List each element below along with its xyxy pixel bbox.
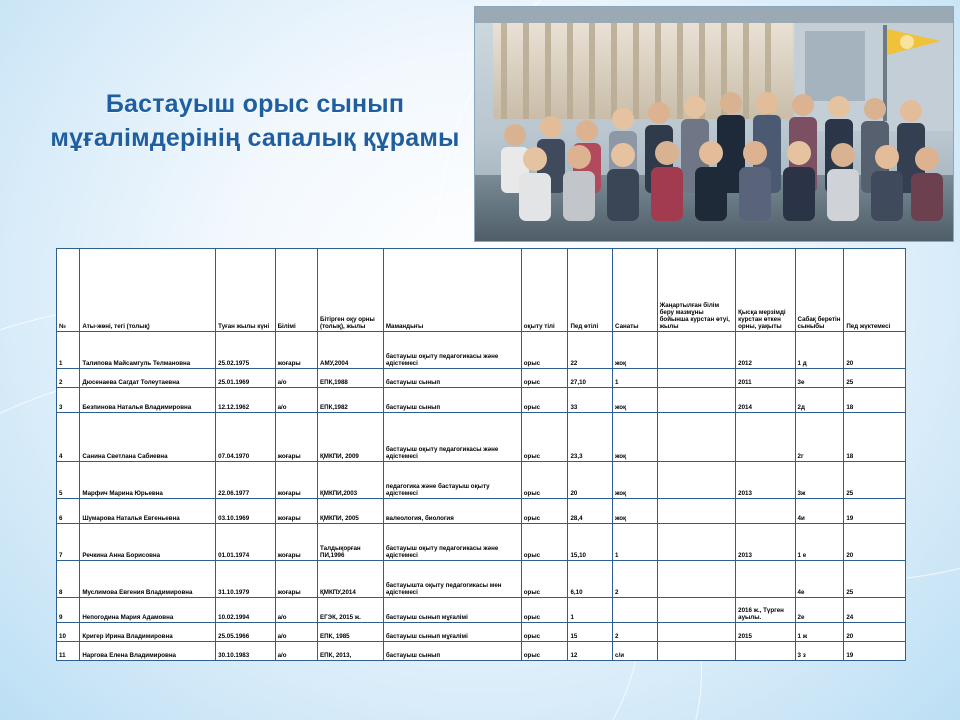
cell-language: орыс bbox=[521, 561, 568, 598]
cell-load: 18 bbox=[844, 388, 906, 413]
cell-no: 10 bbox=[57, 623, 80, 642]
cell-load: 18 bbox=[844, 413, 906, 462]
cell-specialty: бастауыш сынып bbox=[383, 388, 521, 413]
table-row bbox=[57, 499, 906, 524]
cell-experience: 12 bbox=[568, 642, 613, 661]
cell-education: а/о bbox=[275, 388, 317, 413]
cell-specialty: педагогика және бастауыш оқыту әдістемесі bbox=[383, 462, 521, 499]
cell-school: АМУ,2004 bbox=[318, 332, 384, 369]
cell-load: 20 bbox=[844, 524, 906, 561]
cell-class: 2д bbox=[795, 388, 844, 413]
cell-updated-courses bbox=[657, 369, 736, 388]
cell-birth: 10.02.1994 bbox=[216, 598, 275, 623]
cell-category: 1 bbox=[613, 369, 658, 388]
cell-experience: 1 bbox=[568, 598, 613, 623]
cell-language: орыс bbox=[521, 369, 568, 388]
cell-no: 6 bbox=[57, 499, 80, 524]
cell-education: а/о bbox=[275, 623, 317, 642]
cell-category: 2 bbox=[613, 561, 658, 598]
cell-class: 3е bbox=[795, 369, 844, 388]
cell-load: 19 bbox=[844, 642, 906, 661]
cell-language: орыс bbox=[521, 332, 568, 369]
table-row bbox=[57, 413, 906, 462]
cell-updated-courses bbox=[657, 623, 736, 642]
cell-category: жоқ bbox=[613, 413, 658, 462]
header-language: оқыту тілі bbox=[521, 249, 568, 332]
cell-school: Талдықорған ПИ,1996 bbox=[318, 524, 384, 561]
group-photo bbox=[474, 6, 954, 242]
cell-short-courses: 2016 ж., Түрген ауылы. bbox=[736, 598, 795, 623]
cell-updated-courses bbox=[657, 462, 736, 499]
cell-name: Речкина Анна Борисовна bbox=[80, 524, 216, 561]
cell-class: 4и bbox=[795, 499, 844, 524]
cell-updated-courses bbox=[657, 388, 736, 413]
cell-class: 1 д bbox=[795, 332, 844, 369]
cell-school: ЕПК, 1985 bbox=[318, 623, 384, 642]
cell-birth: 25.05.1966 bbox=[216, 623, 275, 642]
cell-no: 2 bbox=[57, 369, 80, 388]
cell-school: ҚМКПУ,2014 bbox=[318, 561, 384, 598]
cell-short-courses: 2013 bbox=[736, 462, 795, 499]
cell-short-courses bbox=[736, 413, 795, 462]
table-row bbox=[57, 388, 906, 413]
cell-language: орыс bbox=[521, 598, 568, 623]
cell-load: 20 bbox=[844, 623, 906, 642]
cell-birth: 30.10.1983 bbox=[216, 642, 275, 661]
cell-language: орыс bbox=[521, 623, 568, 642]
cell-language: орыс bbox=[521, 642, 568, 661]
cell-load: 20 bbox=[844, 332, 906, 369]
table-row bbox=[57, 462, 906, 499]
cell-class: 3 з bbox=[795, 642, 844, 661]
table-row bbox=[57, 332, 906, 369]
cell-updated-courses bbox=[657, 642, 736, 661]
cell-category bbox=[613, 598, 658, 623]
cell-category: жоқ bbox=[613, 499, 658, 524]
header-birth: Туған жылы күні bbox=[216, 249, 275, 332]
cell-education: жоғары bbox=[275, 462, 317, 499]
header-name: Аты-жөні, тегі (толық) bbox=[80, 249, 216, 332]
cell-updated-courses bbox=[657, 499, 736, 524]
cell-category: 1 bbox=[613, 524, 658, 561]
cell-experience: 15 bbox=[568, 623, 613, 642]
cell-category: жоқ bbox=[613, 332, 658, 369]
header-no: № bbox=[57, 249, 80, 332]
cell-birth: 25.02.1975 bbox=[216, 332, 275, 369]
cell-language: орыс bbox=[521, 388, 568, 413]
cell-language: орыс bbox=[521, 499, 568, 524]
cell-load: 24 bbox=[844, 598, 906, 623]
table-row bbox=[57, 369, 906, 388]
cell-no: 11 bbox=[57, 642, 80, 661]
cell-updated-courses bbox=[657, 598, 736, 623]
table-row bbox=[57, 623, 906, 642]
header-education: Білімі bbox=[275, 249, 317, 332]
header-category: Санаты bbox=[613, 249, 658, 332]
cell-education: жоғары bbox=[275, 332, 317, 369]
cell-school: ЕГЭК, 2015 ж. bbox=[318, 598, 384, 623]
header-short-courses: Қысқа мерзімді курстан өткен орны, уақыты bbox=[736, 249, 795, 332]
cell-name: Кригер Ирина Владимировна bbox=[80, 623, 216, 642]
cell-updated-courses bbox=[657, 561, 736, 598]
cell-specialty: бастауыш сынып мұғалімі bbox=[383, 623, 521, 642]
cell-short-courses: 2014 bbox=[736, 388, 795, 413]
cell-birth: 31.10.1979 bbox=[216, 561, 275, 598]
cell-birth: 01.01.1974 bbox=[216, 524, 275, 561]
table-row bbox=[57, 524, 906, 561]
cell-category: жоқ bbox=[613, 388, 658, 413]
cell-short-courses bbox=[736, 561, 795, 598]
cell-no: 1 bbox=[57, 332, 80, 369]
cell-short-courses: 2012 bbox=[736, 332, 795, 369]
cell-load: 25 bbox=[844, 561, 906, 598]
qualification-table-wrapper bbox=[56, 248, 906, 661]
cell-education: а/о bbox=[275, 369, 317, 388]
cell-specialty: бастауыш оқыту педагогикасы және әдістемесі bbox=[383, 413, 521, 462]
table-row bbox=[57, 561, 906, 598]
cell-no: 3 bbox=[57, 388, 80, 413]
cell-experience: 23,3 bbox=[568, 413, 613, 462]
cell-class: 3ж bbox=[795, 462, 844, 499]
cell-education: жоғары bbox=[275, 561, 317, 598]
table-row bbox=[57, 642, 906, 661]
cell-updated-courses bbox=[657, 332, 736, 369]
cell-name: Безпинова Наталья Владимировна bbox=[80, 388, 216, 413]
cell-specialty: бастауыш сынып bbox=[383, 642, 521, 661]
cell-specialty: валеология, биология bbox=[383, 499, 521, 524]
cell-experience: 28,4 bbox=[568, 499, 613, 524]
cell-short-courses: 2013 bbox=[736, 524, 795, 561]
header-class: Сабақ беретін сыныбы bbox=[795, 249, 844, 332]
cell-school: ЕПК,1982 bbox=[318, 388, 384, 413]
cell-birth: 22.06.1977 bbox=[216, 462, 275, 499]
cell-name: Дюсенаева Сагдат Толеутаевна bbox=[80, 369, 216, 388]
cell-class: 2г bbox=[795, 413, 844, 462]
table-row bbox=[57, 598, 906, 623]
cell-category: с/и bbox=[613, 642, 658, 661]
cell-experience: 15,10 bbox=[568, 524, 613, 561]
header-load: Пед жүктемесі bbox=[844, 249, 906, 332]
cell-experience: 6,10 bbox=[568, 561, 613, 598]
cell-education: а/о bbox=[275, 642, 317, 661]
cell-school: ҚМКПИ, 2009 bbox=[318, 413, 384, 462]
cell-specialty: бастауыш сынып мұғалімі bbox=[383, 598, 521, 623]
cell-category: жоқ bbox=[613, 462, 658, 499]
cell-school: ЕПК,1988 bbox=[318, 369, 384, 388]
cell-education: а/о bbox=[275, 598, 317, 623]
cell-no: 9 bbox=[57, 598, 80, 623]
cell-short-courses bbox=[736, 499, 795, 524]
cell-education: жоғары bbox=[275, 413, 317, 462]
cell-no: 8 bbox=[57, 561, 80, 598]
cell-load: 25 bbox=[844, 369, 906, 388]
cell-short-courses: 2011 bbox=[736, 369, 795, 388]
cell-class: 4е bbox=[795, 561, 844, 598]
cell-experience: 22 bbox=[568, 332, 613, 369]
cell-education: жоғары bbox=[275, 524, 317, 561]
cell-birth: 25.01.1969 bbox=[216, 369, 275, 388]
page-title: Бастауыш орыс сынып мұғалімдерінің сапалық құрамы bbox=[50, 90, 460, 152]
cell-short-courses bbox=[736, 642, 795, 661]
cell-school: ҚМКПИ,2003 bbox=[318, 462, 384, 499]
cell-name: Муслимова Евгения Владимировна bbox=[80, 561, 216, 598]
cell-language: орыс bbox=[521, 524, 568, 561]
cell-specialty: бастауыш сынып bbox=[383, 369, 521, 388]
cell-name: Талипова Майсамгуль Телмановна bbox=[80, 332, 216, 369]
cell-name: Наргова Елена Владимировна bbox=[80, 642, 216, 661]
cell-name: Шумарова Наталья Евгеньевна bbox=[80, 499, 216, 524]
header-updated-courses: Жаңартылған білім беру мазмұны бойынша курстан өтуі, жылы bbox=[657, 249, 736, 332]
cell-category: 2 bbox=[613, 623, 658, 642]
cell-specialty: бастауышта оқыту педагогикасы мен әдістемесі bbox=[383, 561, 521, 598]
cell-school: ЕПК, 2013, bbox=[318, 642, 384, 661]
header-specialty: Мамандығы bbox=[383, 249, 521, 332]
cell-specialty: бастауыш оқыту педагогикасы және әдістемесі bbox=[383, 332, 521, 369]
cell-load: 25 bbox=[844, 462, 906, 499]
cell-class: 2е bbox=[795, 598, 844, 623]
cell-birth: 07.04.1970 bbox=[216, 413, 275, 462]
cell-no: 4 bbox=[57, 413, 80, 462]
cell-experience: 27,10 bbox=[568, 369, 613, 388]
cell-class: 1 е bbox=[795, 524, 844, 561]
cell-name: Марфич Марина Юрьевна bbox=[80, 462, 216, 499]
cell-updated-courses bbox=[657, 524, 736, 561]
cell-language: орыс bbox=[521, 462, 568, 499]
cell-experience: 33 bbox=[568, 388, 613, 413]
cell-specialty: бастауыш оқыту педагогикасы және әдістемесі bbox=[383, 524, 521, 561]
cell-updated-courses bbox=[657, 413, 736, 462]
cell-no: 5 bbox=[57, 462, 80, 499]
qualification-table bbox=[56, 248, 906, 661]
cell-name: Непогодина Мария Адамовна bbox=[80, 598, 216, 623]
header-experience: Пед өтілі bbox=[568, 249, 613, 332]
cell-class: 1 ж bbox=[795, 623, 844, 642]
table-header-row bbox=[57, 249, 906, 332]
cell-experience: 20 bbox=[568, 462, 613, 499]
header-school: Бітірген оқу орны (толық), жылы bbox=[318, 249, 384, 332]
cell-birth: 12.12.1962 bbox=[216, 388, 275, 413]
cell-name: Санина Светлана Сабиевна bbox=[80, 413, 216, 462]
cell-language: орыс bbox=[521, 413, 568, 462]
cell-short-courses: 2015 bbox=[736, 623, 795, 642]
cell-birth: 03.10.1969 bbox=[216, 499, 275, 524]
cell-load: 19 bbox=[844, 499, 906, 524]
cell-no: 7 bbox=[57, 524, 80, 561]
cell-school: ҚМКПИ, 2005 bbox=[318, 499, 384, 524]
cell-education: жоғары bbox=[275, 499, 317, 524]
